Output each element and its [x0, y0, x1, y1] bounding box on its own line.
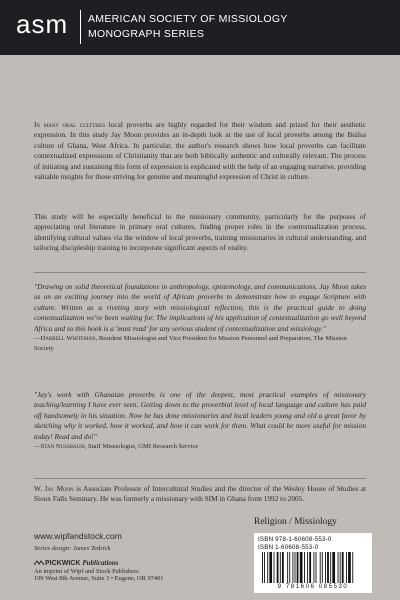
- pickwick-logo-icon: [34, 560, 44, 566]
- section-divider-bottom: [34, 478, 366, 479]
- publisher-address: 199 West 8th Avenue, Suite 3 • Eugene, OR 97401: [34, 575, 164, 583]
- endorsement-1-role: Resident Missiologist and Vice President for Mission Personnel and Preparation, The Mission Society: [34, 335, 347, 353]
- imprint-brand: [34, 560, 163, 568]
- imprint-line: An imprint of Wipf and Stock Publishers: [34, 567, 139, 575]
- series-title-line-2: MONOGRAPH SERIES: [88, 28, 205, 40]
- barcode-digits: 9 781606 085530: [277, 584, 349, 590]
- subject-category: Religion / Missiology: [254, 517, 337, 527]
- publisher-imprint: [34, 560, 163, 583]
- endorsement-2-name: —Stan Nussbaum,: [34, 443, 87, 451]
- author-bio-text: is Associate Professor of Intercultural Studies and the director of the Wesley House of Studies at Sioux Falls Seminary. He was formerly a missionary with SIM in Ghana from 1992 to 2005.: [34, 484, 366, 504]
- endorsement-1: [34, 282, 366, 355]
- lead-in-smallcaps: In many oral cultures: [34, 120, 106, 129]
- series-title-line-1: AMERICAN SOCIETY OF MISSIOLOGY: [88, 13, 288, 25]
- endorsement-2-quote: "Jay's work with Ghanaian proverbs is one of the deepest, most practical examples of missionary teaching/learning I have ever seen. Getting down to the proverbial level of local language and culture has paid off handsomely in his situation. Now he has done missionaries and local leaders young and old a great favor by sketching why it worked, how it worked, and how it can work for them. What could be more useful for mission today! Read and do!": [34, 390, 366, 441]
- description-paragraph-2: This study will be especially beneficial to the missionary community, particularly for the purposes of appreciating oral literature in primary oral cultures, finding proper roles in the contextualization process, identifying cultural values via the window of local proverbs, training missionaries in cultural understanding, and tailoring discipleship training to incorporate significant aspects of orality.: [34, 212, 366, 253]
- endorsement-1-quote: "Drawing on solid theoretical foundations in anthropology, epistemology, and communications, Jay Moon takes us on an exciting journey into the world of African proverbs to demonstrate how to engage Scripture with culture. Written as a riveting story with missiological reflection, this is the practical guide to doing contextualization we've been waiting for. The implications of his application of contextualization go well beyond Africa and so this book is a 'must read' for any serious student of contextualization and missiology.": [34, 282, 366, 333]
- imprint-suffix: Publications: [82, 559, 119, 567]
- barcode-icon: [262, 552, 366, 583]
- author-bio: [34, 484, 366, 505]
- section-divider-top: [34, 272, 366, 273]
- series-header: [0, 0, 400, 55]
- isbn-barcode-panel: [254, 533, 372, 593]
- imprint-name: PICKWICK: [45, 560, 81, 567]
- endorsement-2-role: Staff Missiologist, GMI Research Service: [86, 443, 199, 451]
- endorsement-2-attribution: [34, 442, 366, 452]
- isbn-13: ISBN 978-1-60608-553-0: [258, 536, 332, 543]
- publisher-website: www.wipfandstock.com: [34, 531, 122, 541]
- author-name: W. Jay Moon: [34, 484, 74, 493]
- header-divider: [80, 10, 81, 44]
- isbn-10: ISBN 1-60608-553-0: [258, 544, 319, 551]
- endorsement-1-attribution: [34, 334, 366, 355]
- endorsement-1-name: —Darrell Whiteman,: [34, 335, 98, 343]
- series-design-credit: Series design: James Tedrick: [34, 545, 111, 552]
- asm-logo: asm: [16, 9, 69, 39]
- description-paragraph-1: [34, 120, 366, 182]
- endorsement-2: [34, 390, 366, 452]
- description-paragraph-1-text: local proverbs are highly regarded for their wisdom and prized for their aesthetic expression. In this study Jay Moon provides an in-depth look at the use of local proverbs among the Builsa culture of Ghana, West Africa. In particular, the author's research shows how local proverbs can facilitate contextualized expressions of Christianity that are both biblically authentic and culturally relevant. The process of initiating and sustaining this form of expression is explicated with the help of an engaging narrative, providing valuable insights for those striving for genuine and meaningful expression of Christ in culture.: [34, 120, 367, 182]
